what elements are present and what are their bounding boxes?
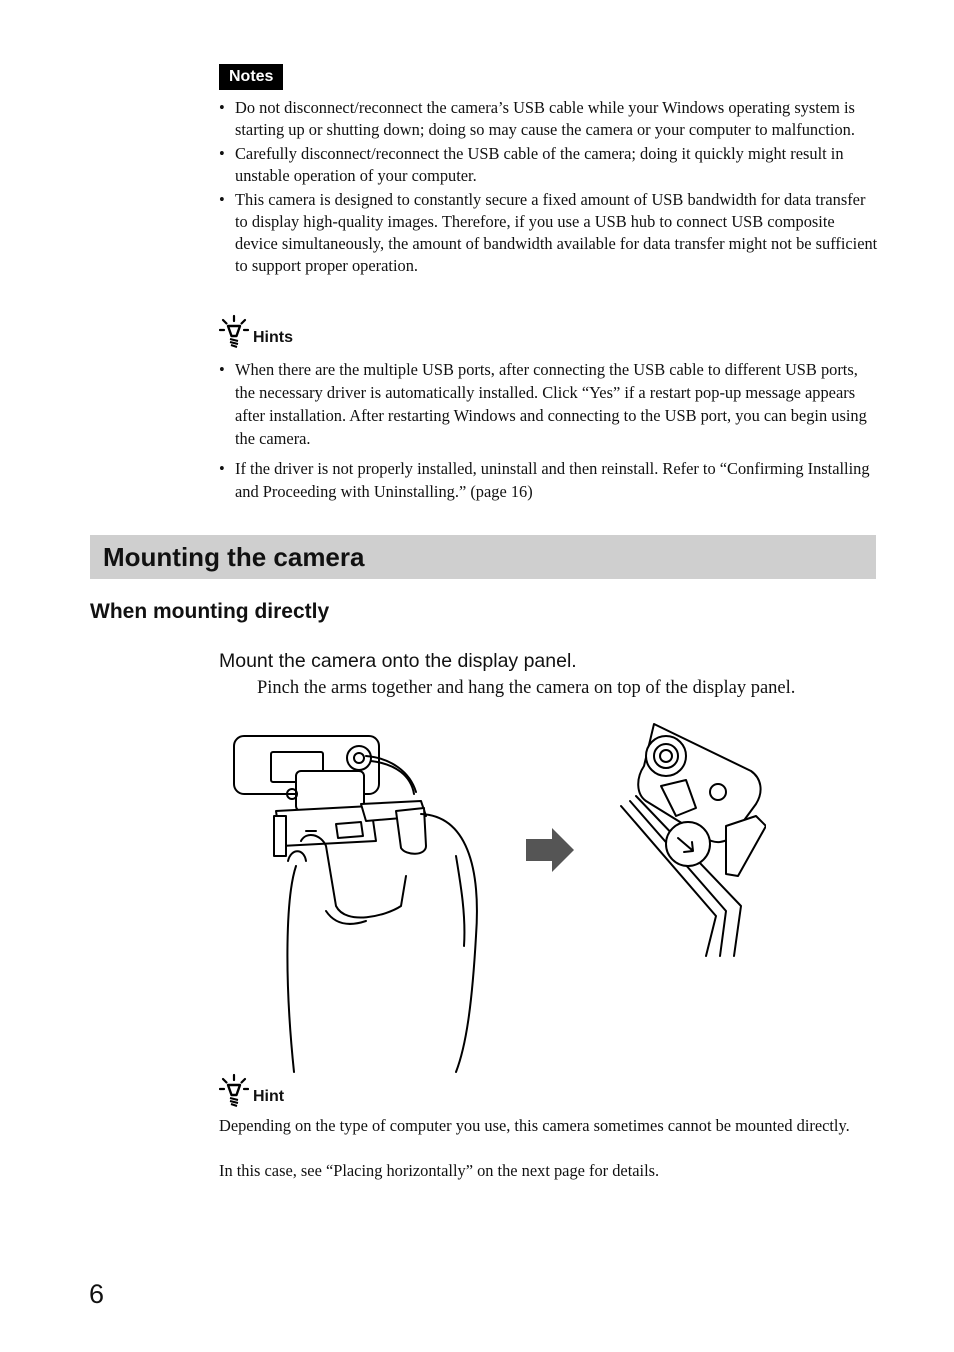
note-text: Do not disconnect/reconnect the camera’s USB cable while your Windows operating system is starting up or shutting down; doing so may cause the camera or your computer to malfunction. — [235, 98, 855, 139]
hand-drawing — [287, 814, 476, 1072]
note-text: This camera is designed to constantly secure a fixed amount of USB bandwidth for data transfer to display high-quality images. Therefore, if you use a USB hub to connect USB composite device simultaneously, the amount of bandwidth available for data transfer might not be sufficient to support proper operation. — [235, 190, 878, 275]
hint-text: If the driver is not properly installed, uninstall and then reinstall. Refer to “Confirming Installing and Proceeding with Uninstalling.” (page 16) — [235, 459, 870, 501]
bullet: • — [219, 144, 225, 163]
hints-list — [219, 358, 879, 510]
hints-heading — [219, 314, 293, 350]
arrow-right-icon — [526, 828, 574, 872]
camera-drawing-right — [638, 724, 766, 876]
lightbulb-icon — [219, 314, 249, 350]
hints-label: Hints — [253, 329, 293, 346]
notes-list — [219, 97, 879, 279]
section-title: Mounting the camera — [103, 542, 365, 572]
page-number: 6 — [89, 1279, 105, 1309]
hint-heading — [219, 1073, 284, 1109]
bullet: • — [219, 98, 225, 117]
list-item — [219, 143, 879, 187]
step-description: Pinch the arms together and hang the camera on top of the display panel. — [257, 678, 796, 698]
hint-text: When there are the multiple USB ports, after connecting the USB cable to different USB ports, the necessary driver is automatically installed. Click “Yes” if a restart pop-up message appears after installation. After restarting Windows and connecting to the USB port, you can begin using the camera. — [235, 360, 867, 448]
section-header — [90, 535, 876, 579]
bullet: • — [219, 360, 225, 379]
hint-text: In this case, see “Placing horizontally” on the next page for details. — [219, 1161, 660, 1180]
mounting-illustration — [226, 716, 766, 1076]
notes-badge: Notes — [219, 64, 283, 90]
lightbulb-icon — [219, 1073, 249, 1109]
list-item — [219, 457, 879, 503]
bullet: • — [219, 190, 225, 209]
hint-text: Depending on the type of computer you use, this camera sometimes cannot be mounted directly. — [219, 1116, 850, 1135]
list-item — [219, 358, 879, 450]
note-text: Carefully disconnect/reconnect the USB cable of the camera; doing it quickly might result in unstable operation of your computer. — [235, 144, 844, 185]
bullet: • — [219, 459, 225, 478]
list-item — [219, 189, 879, 277]
subheading: When mounting directly — [90, 600, 330, 623]
hint-label: Hint — [253, 1088, 285, 1105]
camera-drawing-left — [234, 736, 426, 856]
step-title: Mount the camera onto the display panel. — [219, 650, 577, 672]
list-item — [219, 97, 879, 141]
